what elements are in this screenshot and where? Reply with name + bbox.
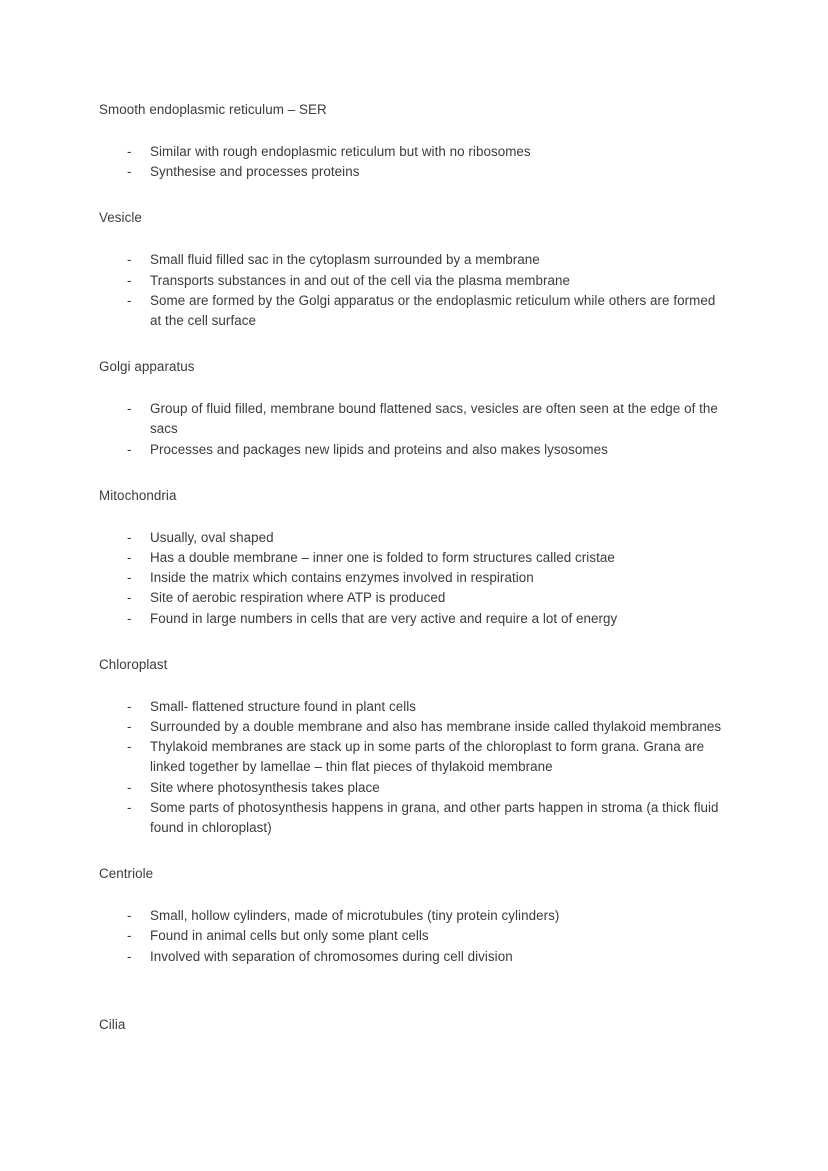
bullet-list	[99, 528, 727, 629]
section-heading: Mitochondria	[99, 487, 177, 503]
bullet-item	[99, 798, 727, 838]
bullet-text: Similar with rough endoplasmic reticulum but with no ribosomes	[150, 144, 531, 159]
bullet-dash-icon: -	[127, 799, 132, 815]
bullet-text: Small fluid filled sac in the cytoplasm surrounded by a membrane	[150, 252, 540, 268]
bullet-list	[99, 697, 727, 838]
organelle-section	[99, 655, 727, 838]
bullet-item	[99, 399, 727, 439]
bullet-dash-icon: -	[127, 739, 132, 755]
section-heading: Cilia	[99, 1016, 126, 1032]
bullet-item	[99, 142, 727, 162]
bullet-item	[99, 250, 727, 270]
bullet-dash-icon: -	[127, 928, 132, 944]
section-heading: Chloroplast	[99, 656, 168, 672]
bullet-text: Site of aerobic respiration where ATP is produced	[150, 590, 446, 606]
bullet-item	[99, 717, 727, 737]
bullet-dash-icon: -	[127, 948, 132, 964]
organelle-section	[99, 486, 727, 629]
organelle-section	[99, 100, 727, 182]
bullet-item	[99, 528, 727, 548]
bullet-text: Inside the matrix which contains enzymes involved in respiration	[150, 570, 534, 586]
bullet-text: Synthesise and processes proteins	[150, 164, 360, 180]
bullet-dash-icon: -	[127, 908, 132, 924]
bullet-dash-icon: -	[127, 779, 132, 795]
bullet-dash-icon: -	[127, 698, 132, 714]
bullet-dash-icon: -	[127, 401, 132, 417]
bullet-item	[99, 588, 727, 608]
bullet-text: Found in animal cells but only some plant cells	[150, 928, 429, 944]
bullet-item	[99, 947, 727, 967]
organelle-section	[99, 864, 727, 967]
bullet-item	[99, 548, 727, 568]
section-heading: Golgi apparatus	[99, 359, 195, 375]
bullet-text: Involved with separation of chromosomes during cell division	[150, 948, 513, 964]
bullet-item	[99, 568, 727, 588]
bullet-item	[99, 926, 727, 946]
bullet-dash-icon: -	[127, 610, 132, 626]
bullet-item	[99, 778, 727, 798]
section-heading: Centriole	[99, 866, 154, 882]
bullet-text: Some are formed by the Golgi apparatus or the endoplasmic reticulum while others are formed at the cell surface	[150, 292, 720, 329]
bullet-item	[99, 609, 727, 629]
bullet-text: Found in large numbers in cells that are very active and require a lot of energy	[150, 610, 618, 626]
bullet-list	[99, 142, 727, 182]
bullet-item	[99, 697, 727, 717]
bullet-dash-icon: -	[127, 590, 132, 606]
bullet-list	[99, 906, 727, 967]
bullet-item	[99, 162, 727, 182]
bullet-text: Site where photosynthesis takes place	[150, 779, 380, 795]
section-heading: Vesicle	[99, 210, 142, 226]
document-body	[99, 100, 727, 1035]
bullet-text: Small- flattened structure found in plant cells	[150, 698, 417, 714]
bullet-text: Transports substances in and out of the cell via the plasma membrane	[150, 272, 570, 288]
bullet-text: Some parts of photosynthesis happens in grana, and other parts happen in stroma (a thick fluid found in chloroplast)	[150, 799, 723, 836]
bullet-text: Surrounded by a double membrane and also has membrane inside called thylakoid membranes	[150, 719, 722, 735]
bullet-text: Thylakoid membranes are stack up in some parts of the chloroplast to form grana. Grana are linked together by lamellae – thin flat pieces of thylakoid membrane	[150, 739, 708, 775]
bullet-dash-icon: -	[127, 252, 132, 268]
bullet-item	[99, 440, 727, 460]
bullet-text: Has a double membrane – inner one is folded to form structures called cristae	[150, 550, 615, 566]
bullet-dash-icon: -	[127, 292, 132, 308]
organelle-section	[99, 1015, 727, 1035]
bullet-dash-icon: -	[127, 164, 132, 180]
bullet-dash-icon: -	[127, 550, 132, 566]
bullet-item	[99, 906, 727, 926]
bullet-list	[99, 250, 727, 331]
bullet-item	[99, 737, 727, 777]
bullet-text: Group of fluid filled, membrane bound flattened sacs, vesicles are often seen at the edge of the sacs	[150, 401, 722, 437]
bullet-dash-icon: -	[127, 719, 132, 735]
bullet-item	[99, 271, 727, 291]
organelle-section	[99, 208, 727, 331]
organelle-section	[99, 357, 727, 460]
bullet-dash-icon: -	[127, 529, 132, 545]
bullet-list	[99, 399, 727, 460]
bullet-text: Small, hollow cylinders, made of microtubules (tiny protein cylinders)	[150, 908, 560, 924]
bullet-text: Usually, oval shaped	[150, 529, 274, 545]
bullet-dash-icon: -	[127, 144, 132, 159]
bullet-dash-icon: -	[127, 570, 132, 586]
bullet-item	[99, 291, 727, 331]
bullet-dash-icon: -	[127, 441, 132, 457]
section-heading: Smooth endoplasmic reticulum – SER	[99, 102, 327, 117]
bullet-text: Processes and packages new lipids and proteins and also makes lysosomes	[150, 441, 608, 457]
bullet-dash-icon: -	[127, 272, 132, 288]
